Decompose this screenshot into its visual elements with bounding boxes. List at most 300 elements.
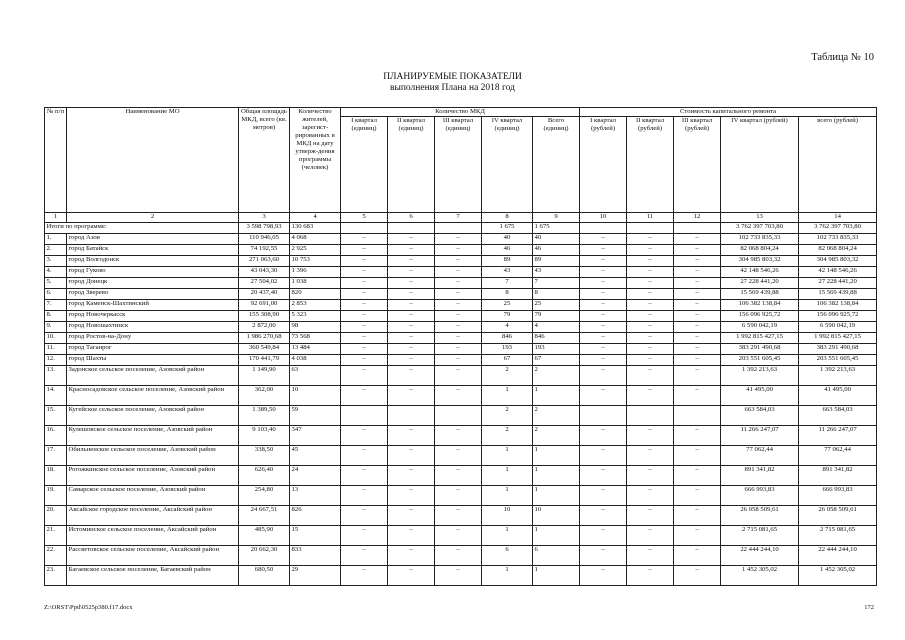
row-area: 170 441,79 [239, 355, 290, 366]
column-number: 5 [341, 213, 388, 223]
row-q4-units: 40 [482, 234, 533, 245]
row-q4-units: 1 [482, 526, 533, 546]
row-area: 20 437,40 [239, 289, 290, 300]
row-q1-units: – [341, 506, 388, 526]
row-q2-rub: – [627, 506, 674, 526]
row-q4-rub: 304 985 803,32 [721, 256, 799, 267]
row-area: 2 872,00 [239, 322, 290, 333]
row-q1-rub: – [580, 366, 627, 386]
row-residents: 45 [290, 446, 341, 466]
table-row [45, 278, 877, 289]
header-area: Общая площадь МКД, всего (кв. метров) [239, 108, 290, 213]
row-total-rub: 82 068 804,24 [799, 245, 877, 256]
row-q3-units: – [435, 245, 482, 256]
row-total-rub: 11 266 247,07 [799, 426, 877, 446]
row-q4-units: 25 [482, 300, 533, 311]
table-row [45, 245, 877, 256]
row-q3-units: – [435, 486, 482, 506]
row-q3-rub: – [674, 278, 721, 289]
row-area: 43 043,30 [239, 267, 290, 278]
row-total-units: 6 [533, 546, 580, 566]
row-total-rub: 106 382 138,84 [799, 300, 877, 311]
row-q2-units: – [388, 466, 435, 486]
row-area: 1 986 270,68 [239, 333, 290, 344]
row-q3-rub: – [674, 289, 721, 300]
row-q4-rub: 2 715 081,65 [721, 526, 799, 546]
row-q4-units: 10 [482, 506, 533, 526]
row-q3-units: – [435, 289, 482, 300]
table-row [45, 344, 877, 355]
row-q1-rub: – [580, 256, 627, 267]
row-q1-units [341, 406, 388, 426]
row-total-rub: 891 341,82 [799, 466, 877, 486]
row-q3-rub: – [674, 256, 721, 267]
row-name: город Донецк [67, 278, 239, 289]
row-q2-rub: – [627, 526, 674, 546]
row-residents: 13 484 [290, 344, 341, 355]
column-number: 13 [721, 213, 799, 223]
row-area: 626,40 [239, 466, 290, 486]
header-total-rub: всего (рублей) [799, 117, 877, 213]
total-q1-units [341, 223, 388, 234]
header-num: № п/п [45, 108, 67, 213]
row-area: 362,00 [239, 386, 290, 406]
row-q2-rub: – [627, 300, 674, 311]
row-total-rub: 156 096 925,72 [799, 311, 877, 322]
row-q2-rub: – [627, 333, 674, 344]
row-q2-units: – [388, 344, 435, 355]
row-q2-units: – [388, 333, 435, 344]
row-q3-units: – [435, 256, 482, 267]
row-area: 485,90 [239, 526, 290, 546]
row-number: 23. [45, 566, 67, 586]
row-q3-rub: – [674, 486, 721, 506]
row-q1-units: – [341, 486, 388, 506]
row-name: город Зверево [67, 289, 239, 300]
row-q4-rub: 6 590 042,19 [721, 322, 799, 333]
row-area: 1 389,50 [239, 406, 290, 426]
total-q4-units: 1 675 [482, 223, 533, 234]
column-number: 3 [239, 213, 290, 223]
row-residents: 820 [290, 289, 341, 300]
row-q4-rub: 1 392 213,63 [721, 366, 799, 386]
row-q1-rub [580, 406, 627, 426]
row-total-units: 8 [533, 289, 580, 300]
row-q4-rub: 156 096 925,72 [721, 311, 799, 322]
row-q1-units: – [341, 333, 388, 344]
row-total-units: 1 [533, 386, 580, 406]
row-residents: 1 038 [290, 278, 341, 289]
row-q4-units: 846 [482, 333, 533, 344]
total-rub: 3 762 397 703,80 [799, 223, 877, 234]
row-q3-units: – [435, 311, 482, 322]
row-number: 22. [45, 546, 67, 566]
row-area: 271 063,60 [239, 256, 290, 267]
row-q1-units: – [341, 546, 388, 566]
table-row [45, 311, 877, 322]
row-q3-rub: – [674, 322, 721, 333]
row-residents: 63 [290, 366, 341, 386]
row-q4-units: 67 [482, 355, 533, 366]
row-q1-rub: – [580, 566, 627, 586]
row-total-units: 10 [533, 506, 580, 526]
row-q2-units: – [388, 300, 435, 311]
row-total-units: 89 [533, 256, 580, 267]
header-q1-units: I квартал (единиц) [341, 117, 388, 213]
row-number: 13. [45, 366, 67, 386]
row-q4-units: 1 [482, 486, 533, 506]
row-q2-rub: – [627, 466, 674, 486]
row-total-units: 1 [533, 466, 580, 486]
row-q4-rub: 203 551 605,45 [721, 355, 799, 366]
row-q4-units: 7 [482, 278, 533, 289]
total-q1-rub [580, 223, 627, 234]
row-name: город Гуково [67, 267, 239, 278]
row-q2-rub: – [627, 256, 674, 267]
column-number: 6 [388, 213, 435, 223]
table-row [45, 267, 877, 278]
row-total-units: 1 [533, 446, 580, 466]
table-row [45, 300, 877, 311]
column-number: 4 [290, 213, 341, 223]
row-area: 27 504,02 [239, 278, 290, 289]
row-area: 20 662,30 [239, 546, 290, 566]
row-number: 16. [45, 426, 67, 446]
row-q2-rub: – [627, 366, 674, 386]
row-number: 1. [45, 234, 67, 245]
row-name: Самарское сельское поселение, Азовский район [67, 486, 239, 506]
column-number: 1 [45, 213, 67, 223]
row-q4-rub: 663 584,03 [721, 406, 799, 426]
row-q2-units: – [388, 446, 435, 466]
row-total-rub: 663 584,03 [799, 406, 877, 426]
table-row [45, 486, 877, 506]
row-q2-rub: – [627, 344, 674, 355]
row-area: 92 691,00 [239, 300, 290, 311]
total-units: 1 675 [533, 223, 580, 234]
total-area: 3 598 798,93 [239, 223, 290, 234]
row-total-rub: 203 551 605,45 [799, 355, 877, 366]
row-q1-rub: – [580, 546, 627, 566]
row-name: Истоминское сельское поселение, Аксайский район [67, 526, 239, 546]
row-q3-units: – [435, 267, 482, 278]
row-q2-units: – [388, 267, 435, 278]
row-total-rub: 15 569 439,88 [799, 289, 877, 300]
table-row [45, 526, 877, 546]
row-q2-rub: – [627, 289, 674, 300]
row-q2-rub: – [627, 322, 674, 333]
row-q2-units: – [388, 256, 435, 267]
row-residents: 59 [290, 406, 341, 426]
column-number: 2 [67, 213, 239, 223]
row-residents: 2 853 [290, 300, 341, 311]
row-q2-units: – [388, 355, 435, 366]
row-q1-rub: – [580, 289, 627, 300]
row-q1-rub: – [580, 245, 627, 256]
row-residents: 10 [290, 386, 341, 406]
row-total-rub: 26 058 509,61 [799, 506, 877, 526]
row-name: город Ростов-на-Дону [67, 333, 239, 344]
row-residents: 1 396 [290, 267, 341, 278]
row-name: город Каменск-Шахтинский [67, 300, 239, 311]
row-q3-units: – [435, 322, 482, 333]
row-q4-rub: 41 495,00 [721, 386, 799, 406]
row-q4-units: 43 [482, 267, 533, 278]
row-q2-rub: – [627, 546, 674, 566]
row-q1-units: – [341, 344, 388, 355]
row-number: 15. [45, 406, 67, 426]
header-q1-rub: I квартал (рублей) [580, 117, 627, 213]
row-q3-units: – [435, 300, 482, 311]
row-total-units: 46 [533, 245, 580, 256]
row-name: город Новочеркасск [67, 311, 239, 322]
row-q3-rub: – [674, 366, 721, 386]
row-total-units: 2 [533, 426, 580, 446]
row-q3-rub: – [674, 333, 721, 344]
row-q3-units: – [435, 355, 482, 366]
row-q3-rub: – [674, 466, 721, 486]
row-residents: 29 [290, 566, 341, 586]
row-q3-rub: – [674, 311, 721, 322]
row-residents: 13 [290, 486, 341, 506]
row-q2-units: – [388, 234, 435, 245]
row-q3-units: – [435, 366, 482, 386]
header-q2-rub: II квартал (рублей) [627, 117, 674, 213]
document-title [0, 72, 905, 94]
row-q1-units: – [341, 386, 388, 406]
row-residents: 73 568 [290, 333, 341, 344]
row-number: 10. [45, 333, 67, 344]
total-label: Итоги по программе: [45, 223, 239, 234]
row-number: 17. [45, 446, 67, 466]
plan-indicators-table [44, 107, 877, 586]
row-total-rub: 1 992 815 427,15 [799, 333, 877, 344]
row-total-units: 43 [533, 267, 580, 278]
row-residents: 98 [290, 322, 341, 333]
row-residents: 5 323 [290, 311, 341, 322]
row-q4-rub: 11 266 247,07 [721, 426, 799, 446]
row-q1-rub: – [580, 344, 627, 355]
row-total-units: 4 [533, 322, 580, 333]
table-row [45, 234, 877, 245]
row-area: 110 946,05 [239, 234, 290, 245]
row-q1-units: – [341, 526, 388, 546]
row-q3-rub: – [674, 526, 721, 546]
row-q1-units: – [341, 355, 388, 366]
row-total-units: 40 [533, 234, 580, 245]
row-number: 19. [45, 486, 67, 506]
row-q1-rub: – [580, 355, 627, 366]
row-total-rub: 102 733 835,33 [799, 234, 877, 245]
row-q2-rub: – [627, 446, 674, 466]
row-total-units: 2 [533, 406, 580, 426]
row-q2-units: – [388, 311, 435, 322]
row-q2-rub: – [627, 566, 674, 586]
row-number: 9. [45, 322, 67, 333]
row-q4-rub: 42 148 546,26 [721, 267, 799, 278]
row-name: город Волгодонск [67, 256, 239, 267]
column-number: 14 [799, 213, 877, 223]
table-row [45, 406, 877, 426]
row-q1-units: – [341, 446, 388, 466]
row-number: 2. [45, 245, 67, 256]
row-q1-rub: – [580, 267, 627, 278]
table-row [45, 355, 877, 366]
row-q1-rub: – [580, 446, 627, 466]
total-q4-rub: 3 762 397 703,80 [721, 223, 799, 234]
column-number: 8 [482, 213, 533, 223]
row-q2-units: – [388, 289, 435, 300]
row-q2-units: – [388, 566, 435, 586]
row-q1-rub: – [580, 426, 627, 446]
row-q3-units: – [435, 333, 482, 344]
header-q4-rub: IV квартал (рублей) [721, 117, 799, 213]
row-total-rub: 6 590 042,19 [799, 322, 877, 333]
row-name: город Новошахтинск [67, 322, 239, 333]
row-q1-units: – [341, 322, 388, 333]
row-number: 7. [45, 300, 67, 311]
row-area: 680,50 [239, 566, 290, 586]
row-total-units: 7 [533, 278, 580, 289]
row-residents: 2 925 [290, 245, 341, 256]
row-q3-units: – [435, 278, 482, 289]
row-q1-units: – [341, 466, 388, 486]
page-number: 172 [864, 604, 874, 611]
column-number: 9 [533, 213, 580, 223]
row-q4-units: 2 [482, 406, 533, 426]
footer-file-path: Z:\ORST\Ppd\0525p380.f17.docx [44, 604, 133, 611]
table-row [45, 506, 877, 526]
row-residents: 10 753 [290, 256, 341, 267]
row-q4-rub: 891 341,82 [721, 466, 799, 486]
row-q2-rub: – [627, 234, 674, 245]
row-q3-units: – [435, 446, 482, 466]
row-q4-units: 2 [482, 366, 533, 386]
row-residents: 826 [290, 506, 341, 526]
row-q4-units: 1 [482, 386, 533, 406]
row-q1-units: – [341, 426, 388, 446]
header-q2-units: II квартал (единиц) [388, 117, 435, 213]
header-q4-units: IV квартал (единиц) [482, 117, 533, 213]
table-row [45, 446, 877, 466]
row-q4-rub: 15 569 439,88 [721, 289, 799, 300]
row-total-units: 67 [533, 355, 580, 366]
row-q2-rub: – [627, 486, 674, 506]
row-q3-units: – [435, 566, 482, 586]
row-q1-rub: – [580, 311, 627, 322]
row-q4-rub: 22 444 244,10 [721, 546, 799, 566]
row-q3-rub: – [674, 506, 721, 526]
row-q4-units: 2 [482, 426, 533, 446]
row-q4-rub: 27 228 441,20 [721, 278, 799, 289]
row-q2-units: – [388, 386, 435, 406]
row-area: 360 549,84 [239, 344, 290, 355]
row-q4-rub: 77 062,44 [721, 446, 799, 466]
row-area: 24 667,51 [239, 506, 290, 526]
title-line-2: выполнения Плана на 2018 год [389, 83, 516, 93]
row-q3-rub: – [674, 300, 721, 311]
row-q1-rub: – [580, 278, 627, 289]
row-name: Кугейское сельское поселение, Азовский район [67, 406, 239, 426]
row-q3-units: – [435, 426, 482, 446]
row-q2-units [388, 406, 435, 426]
row-number: 6. [45, 289, 67, 300]
row-total-rub: 1 392 213,63 [799, 366, 877, 386]
row-area: 9 103,40 [239, 426, 290, 446]
row-q4-units: 79 [482, 311, 533, 322]
row-q2-units: – [388, 366, 435, 386]
row-q3-rub: – [674, 386, 721, 406]
row-q3-units: – [435, 344, 482, 355]
row-number: 4. [45, 267, 67, 278]
row-q1-units: – [341, 566, 388, 586]
column-number: 12 [674, 213, 721, 223]
column-number: 10 [580, 213, 627, 223]
table-row [45, 546, 877, 566]
total-q2-rub [627, 223, 674, 234]
row-q4-rub: 666 993,83 [721, 486, 799, 506]
total-q3-rub [674, 223, 721, 234]
column-number: 7 [435, 213, 482, 223]
header-mkd-group: Количество МКД [341, 108, 580, 117]
row-total-units: 1 [533, 486, 580, 506]
row-q2-units: – [388, 486, 435, 506]
row-q1-units: – [341, 256, 388, 267]
row-name: Кулешовское сельское поселение, Азовский район [67, 426, 239, 446]
row-q4-rub: 82 068 804,24 [721, 245, 799, 256]
row-q2-rub: – [627, 245, 674, 256]
row-number: 14. [45, 386, 67, 406]
row-total-rub: 22 444 244,10 [799, 546, 877, 566]
table-row [45, 426, 877, 446]
row-q1-rub: – [580, 333, 627, 344]
row-q4-units: 8 [482, 289, 533, 300]
row-total-rub: 304 985 803,32 [799, 256, 877, 267]
row-q1-units: – [341, 245, 388, 256]
table-row [45, 566, 877, 586]
row-q3-rub: – [674, 234, 721, 245]
row-total-rub: 27 228 441,20 [799, 278, 877, 289]
row-name: Рогожкинское сельское поселение, Азовский район [67, 466, 239, 486]
table-row [45, 322, 877, 333]
row-q2-units: – [388, 245, 435, 256]
row-total-rub: 41 495,00 [799, 386, 877, 406]
row-total-units: 193 [533, 344, 580, 355]
row-area: 338,50 [239, 446, 290, 466]
table-row [45, 256, 877, 267]
row-q2-units: – [388, 526, 435, 546]
row-q3-rub: – [674, 344, 721, 355]
row-q4-rub: 1 452 305,02 [721, 566, 799, 586]
row-q2-units: – [388, 322, 435, 333]
row-q1-units: – [341, 278, 388, 289]
row-q2-units: – [388, 426, 435, 446]
row-q3-units: – [435, 386, 482, 406]
row-area: 155 308,90 [239, 311, 290, 322]
row-q1-units: – [341, 366, 388, 386]
row-q1-rub: – [580, 300, 627, 311]
table-row [45, 333, 877, 344]
column-number-row [45, 213, 877, 223]
row-area: 1 149,90 [239, 366, 290, 386]
row-q3-units: – [435, 466, 482, 486]
total-q3-units [435, 223, 482, 234]
row-total-rub: 2 715 081,65 [799, 526, 877, 546]
row-residents: 4 038 [290, 355, 341, 366]
row-residents: 24 [290, 466, 341, 486]
row-q1-rub: – [580, 526, 627, 546]
table-row [45, 466, 877, 486]
